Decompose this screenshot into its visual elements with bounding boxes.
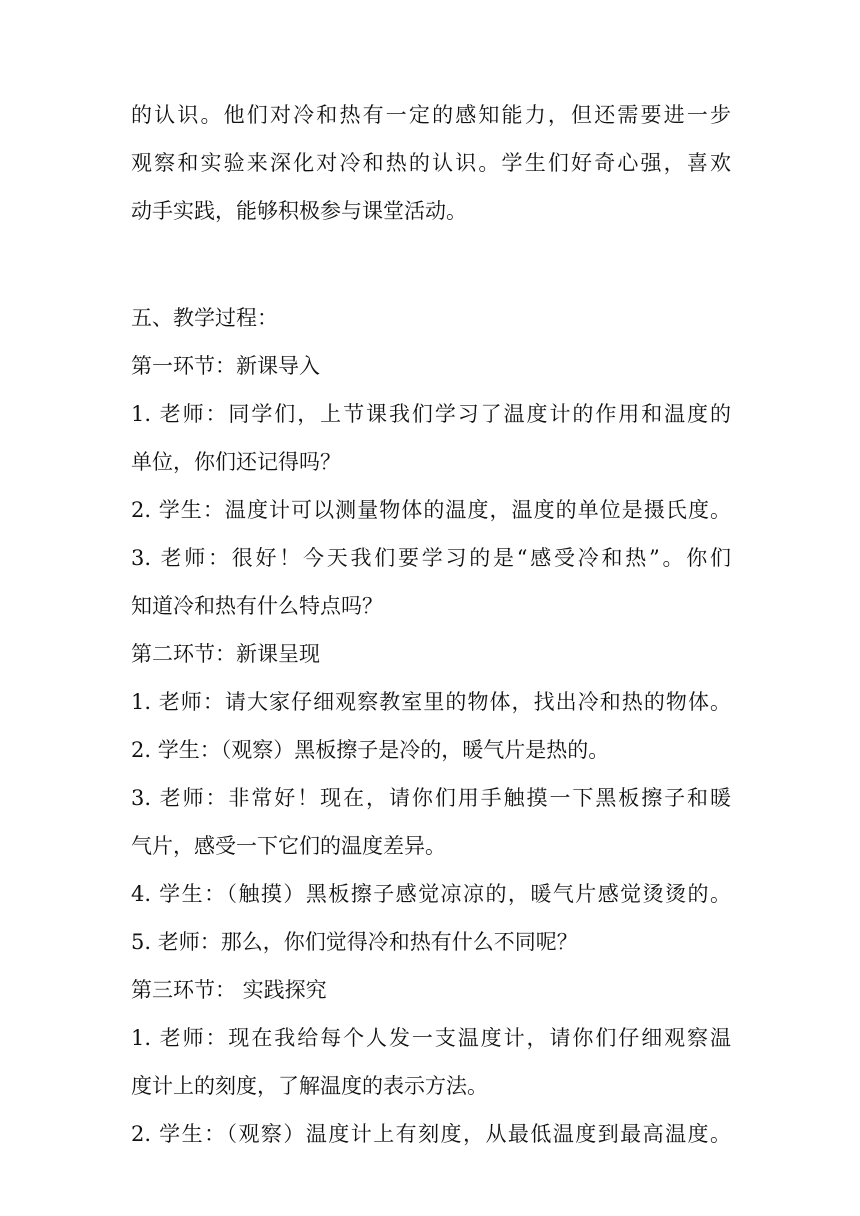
dialogue-line: 3. 老师：很好！今天我们要学习的是“感受冷和热”。你们 <box>131 546 731 570</box>
text-line: 的认识。他们对冷和热有一定的感知能力，但还需要进一步 <box>131 103 731 127</box>
dialogue-line: 5. 老师：那么，你们觉得冷和热有什么不同呢？ <box>131 930 578 954</box>
subsection-heading: 第一环节：新课导入 <box>131 354 320 378</box>
dialogue-line: 3. 老师：非常好！现在，请你们用手触摸一下黑板擦子和暖 <box>131 786 731 810</box>
dialogue-line: 1. 老师：现在我给每个人发一支温度计，请你们仔细观察温 <box>131 1026 731 1050</box>
subsection-heading: 第二环节：新课呈现 <box>131 642 320 666</box>
dialogue-line: 2. 学生：温度计可以测量物体的温度，温度的单位是摄氏度。 <box>131 498 731 522</box>
dialogue-line: 2. 学生：（观察）温度计上有刻度，从最低温度到最高温度。 <box>131 1122 731 1146</box>
dialogue-line: 度计上的刻度，了解温度的表示方法。 <box>131 1074 488 1098</box>
dialogue-line: 单位，你们还记得吗？ <box>131 450 341 474</box>
text-line: 观察和实验来深化对冷和热的认识。学生们好奇心强，喜欢 <box>131 151 731 175</box>
section-heading: 五、教学过程： <box>131 306 278 330</box>
text-line: 动手实践，能够积极参与课堂活动。 <box>131 199 467 223</box>
dialogue-line: 知道冷和热有什么特点吗？ <box>131 594 383 618</box>
dialogue-line: 气片，感受一下它们的温度差异。 <box>131 834 446 858</box>
dialogue-line: 4. 学生：（触摸）黑板擦子感觉凉凉的，暖气片感觉烫烫的。 <box>131 882 731 906</box>
dialogue-line: 1. 老师：请大家仔细观察教室里的物体，找出冷和热的物体。 <box>131 690 731 714</box>
dialogue-line: 1. 老师：同学们，上节课我们学习了温度计的作用和温度的 <box>131 402 731 426</box>
dialogue-line: 2. 学生：（观察）黑板擦子是冷的，暖气片是热的。 <box>131 738 610 762</box>
document-page <box>131 102 731 1147</box>
subsection-heading: 第三环节： 实践探究 <box>131 978 327 1002</box>
